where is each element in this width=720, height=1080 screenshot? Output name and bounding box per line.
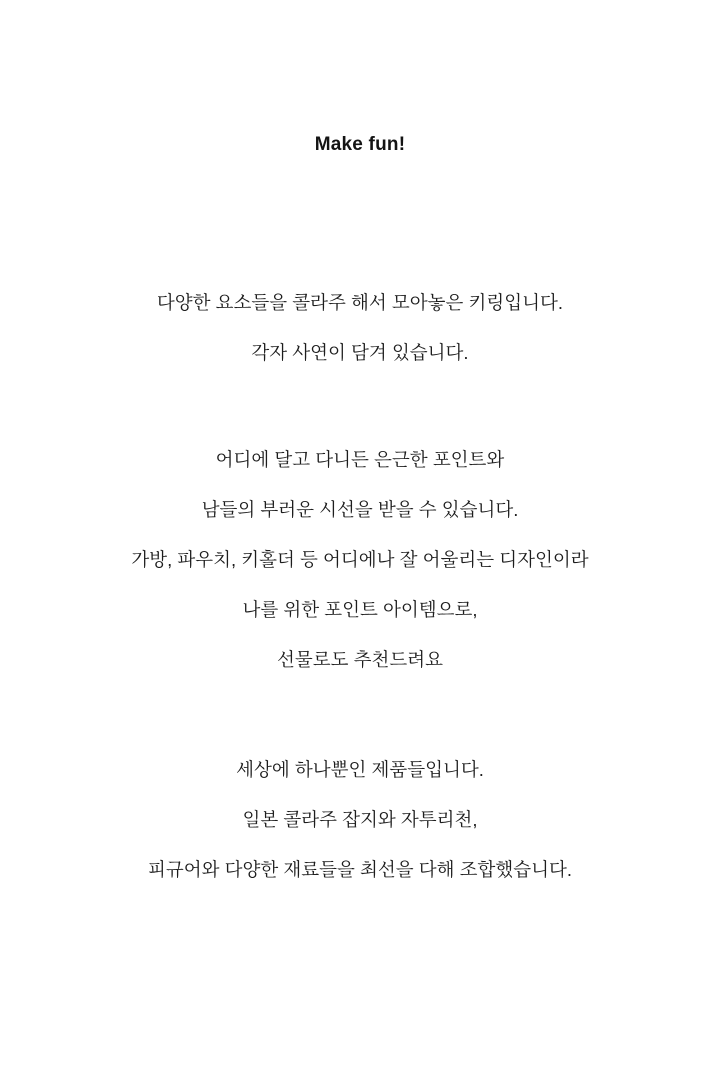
paragraph-intro [0,278,720,378]
paragraph-outro [0,745,720,895]
paragraph-line: 어디에 달고 다니든 은근한 포인트와 [215,449,505,470]
paragraph-line: 각자 사연이 담겨 있습니다. [251,342,469,363]
paragraph-line: 일본 콜라주 잡지와 자투리천, [242,809,478,830]
page-title: Make fun! [314,134,406,155]
paragraph-line: 세상에 하나뿐인 제품들입니다. [236,759,484,780]
paragraph-line: 피규어와 다양한 재료들을 최선을 다해 조합했습니다. [147,859,572,880]
paragraph-line: 선물로도 추천드려요 [277,649,443,670]
paragraph-line: 다양한 요소들을 콜라주 해서 모아놓은 키링입니다. [156,292,564,313]
paragraph-line: 남들의 부러운 시선을 받을 수 있습니다. [201,499,519,520]
paragraph-line: 나를 위한 포인트 아이템으로, [242,599,478,620]
paragraph-middle [0,435,720,685]
paragraph-line: 가방, 파우치, 키홀더 등 어디에나 잘 어울리는 디자인이라 [131,549,589,570]
